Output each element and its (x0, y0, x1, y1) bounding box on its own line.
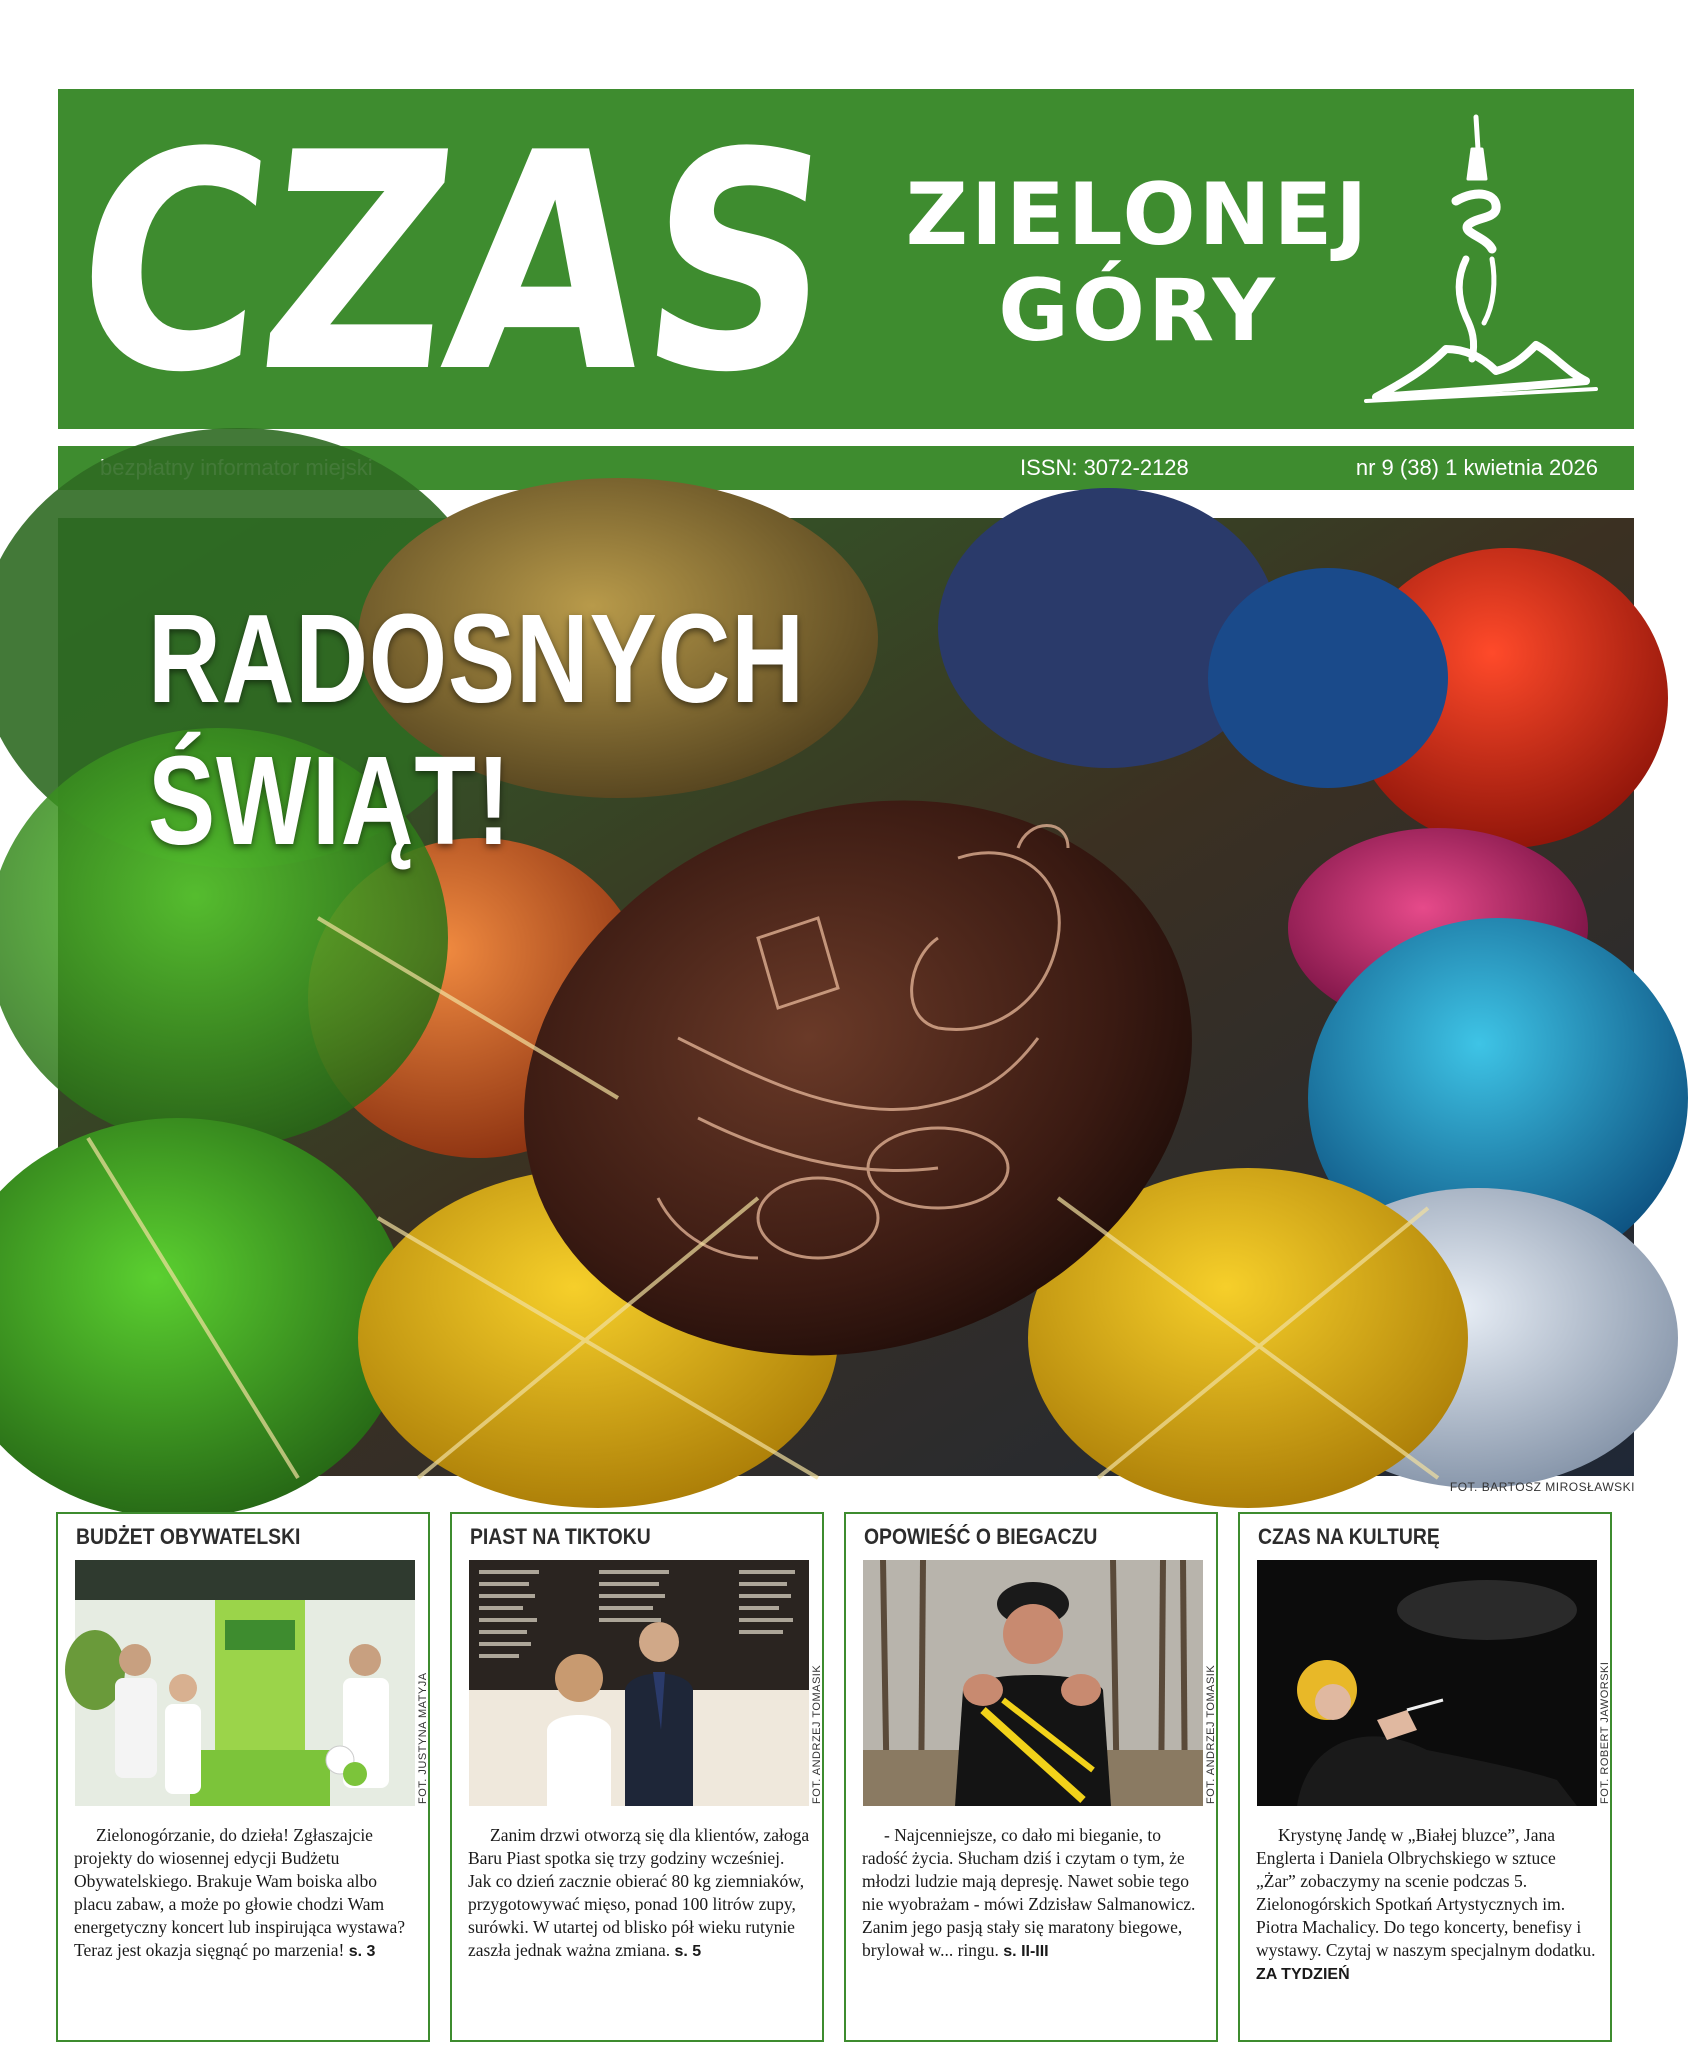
czas-logo-text: CZAS (61, 88, 984, 438)
card-text (1256, 1824, 1598, 1986)
card-budzet-obywatelski[interactable] (56, 1512, 430, 2042)
tower-icon (1326, 109, 1616, 409)
card-heading: PIAST NA TIKTOKU (470, 1524, 651, 1549)
card-body: Krystynę Jandę w „Białej bluzce”, Jana Englerta i Daniela Olbrychskiego w sztuce „Żar” zobaczymy na scenie podczas 5. Zielonogórskich Spotkań Artystycznych im. Piotra Machalicy. Do tego koncerty, benefisy i wystawy. Czytaj w naszym specjalnym dodatku. (1256, 1825, 1596, 1960)
hero-title-line1: RADOSNYCH (148, 588, 805, 729)
card-photo-credit: FOT. JUSTYNA MATYJA (417, 1672, 429, 1804)
card-page-ref[interactable]: ZA TYDZIEŃ (1256, 1966, 1350, 1983)
card-page-ref[interactable]: s. 3 (348, 1943, 376, 1960)
czas-logo (61, 88, 984, 438)
card-opowiesc-o-biegaczu[interactable] (844, 1512, 1218, 2042)
card-text (74, 1824, 416, 1963)
card-heading: BUDŻET OBYWATELSKI (76, 1524, 301, 1549)
card-piast-na-tiktoku[interactable] (450, 1512, 824, 2042)
card-photo-credit: FOT. ROBERT JAWORSKI (1599, 1661, 1611, 1804)
card-photo-credit: FOT. ANDRZEJ TOMASIK (811, 1664, 823, 1804)
masthead-subtitle-line1: ZIELONEJ (905, 165, 1371, 265)
hero-title (148, 588, 805, 872)
card-text (468, 1824, 810, 1963)
card-page-ref[interactable]: s. II-III (1003, 1943, 1049, 1960)
card-body: Zielonogórzanie, do dzieła! Zgłaszajcie projekty do wiosennej edycji Budżetu Obywatelskiego. Brakuje Wam boiska albo placu zabaw, a może po głowie chodzi Wam energetyczny koncert lub inspirująca wystawa? Teraz jest okazja sięgnąć po marzenia! (74, 1825, 406, 1960)
card-body: Zanim drzwi otworzą się dla klientów, załoga Baru Piast spotka się trzy godziny wcześniej. Jak co dzień zacznie obierać 80 kg ziemniaków, przygotowywać mięso, ponad 100 litrów zupy, surówki. W utartej od blisko pół wieku rutynie zaszła jednak ważna zmiana. (468, 1825, 810, 1960)
card-page-ref[interactable]: s. 5 (674, 1943, 702, 1960)
masthead-subtitle-line2: GÓRY (998, 261, 1278, 361)
hero-photo-credit: FOT. BARTOSZ MIROSŁAWSKI (1449, 1480, 1635, 1494)
card-czas-na-kulture[interactable] (1238, 1512, 1612, 2042)
card-photo-credit: FOT. ANDRZEJ TOMASIK (1205, 1664, 1217, 1804)
hero-photo (58, 518, 1634, 1476)
issn: ISSN: 3072-2128 (1020, 455, 1189, 480)
issue-info: nr 9 (38) 1 kwietnia 2026 (1355, 455, 1598, 480)
card-photo (863, 1560, 1203, 1806)
card-text (862, 1824, 1204, 1963)
card-photo (1257, 1560, 1597, 1806)
card-heading: CZAS NA KULTURĘ (1258, 1524, 1440, 1549)
masthead (58, 88, 1634, 438)
card-heading: OPOWIEŚĆ O BIEGACZU (864, 1524, 1098, 1549)
card-body: - Najcenniejsze, co dało mi bieganie, to radość życia. Słucham dziś i czytam o tym, że młodzi ludzie mają depresję. Nawet sobie tego nie wyobrażam - mówi Zdzisław Salmanowicz. Zanim jego pasją stały się maratony biegowe, brylował w... ringu. (862, 1825, 1196, 1960)
card-photo (75, 1560, 415, 1806)
hero-title-line2: ŚWIĄT! (148, 730, 512, 871)
card-photo (469, 1560, 809, 1806)
